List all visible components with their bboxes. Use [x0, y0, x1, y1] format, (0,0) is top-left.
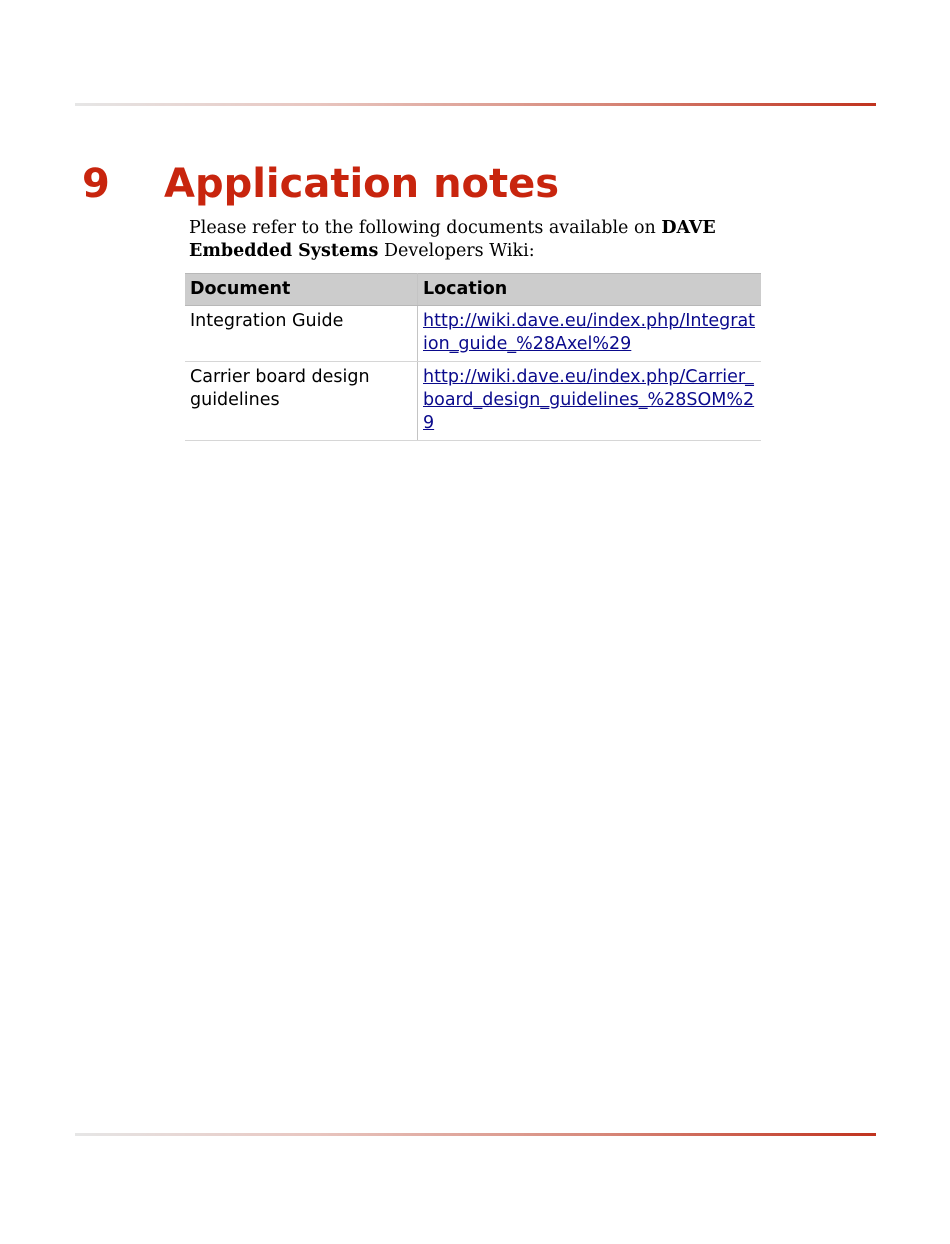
location-cell	[418, 306, 762, 362]
section-heading	[82, 160, 559, 208]
column-header-location: Location	[418, 274, 762, 306]
table-row	[185, 306, 761, 362]
location-cell	[418, 362, 762, 441]
document-name: Carrier board design guidelines	[185, 362, 418, 441]
documents-table	[185, 273, 761, 441]
section-title: Application notes	[164, 161, 560, 207]
column-header-document: Document	[185, 274, 418, 306]
table-header-row	[185, 274, 761, 306]
intro-company-name: DAVE Embedded Systems	[189, 218, 716, 261]
intro-paragraph	[189, 217, 779, 263]
footer-rule	[75, 1133, 876, 1136]
intro-prefix: Please refer to the following documents available on	[189, 218, 662, 238]
document-name: Integration Guide	[185, 306, 418, 362]
section-number: 9	[82, 161, 110, 207]
header-rule	[75, 103, 876, 106]
table-row	[185, 362, 761, 441]
document-link[interactable]: http://wiki.dave.eu/index.php/Carrier_board_design_guidelines_%28SOM%29	[423, 367, 755, 433]
intro-suffix: Developers Wiki:	[378, 241, 535, 261]
document-link[interactable]: http://wiki.dave.eu/index.php/Integration_guide_%28Axel%29	[423, 311, 756, 354]
